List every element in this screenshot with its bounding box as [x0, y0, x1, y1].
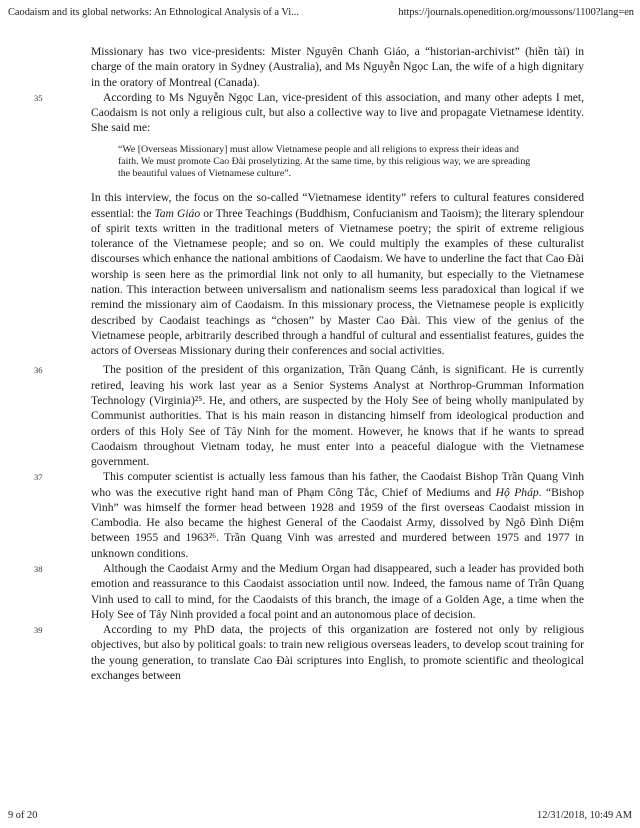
- italic-term: Hộ Pháp: [495, 485, 539, 499]
- page-footer-datetime: 12/31/2018, 10:49 AM: [537, 810, 632, 821]
- paragraph-text: Missionary has two vice-presidents: Mister Nguyên Chanh Giáo, a “historian-archivist” (hiền tài) in charge of the main oratory in Sydney (Australia), and Ms Nguyễn Ngọc Lan, the wife of a high dignitary in the oratory of Montreal (Canada).: [91, 45, 584, 89]
- paragraph-37: [34, 469, 584, 561]
- paragraph-text: or Three Teachings (Buddhism, Confucianism and Taoism); the literary splendour of spirit texts written in the traditional meters of Vietnamese poetry; the spirit of extreme religious tolerance of the Vietnamese people; and so on. We could multiply the examples of these culturalist discourses which enhance the national ambitions of Caodaism. We have to underline the fact that Cao Đài worship is seen here as the primordial link not only to all humanity, but especially to the Vietnamese nation. This interaction between universalism and nationalism seems less paradoxical than logical if we remind the missionary aim of Caodaism. In this missionary process, the Vietnamese people is explicitly described by Caodaist teachings as “chosen” by Master Cao Đài. This view of the genius of the Vietnamese people, arbitrarily described through a handful of cultural and essentialist features, guides the actors of Overseas Missionary during their conferences and social activities.: [91, 206, 584, 358]
- paragraph-text: According to Ms Nguyễn Ngọc Lan, vice-president of this association, and many other adepts I met, Caodaism is not only a religious cult, but also a collective way to live and propagate Vietnamese identity. She said me:: [91, 90, 584, 135]
- paragraph-interview: [91, 190, 584, 358]
- paragraph-number: 36: [34, 365, 43, 376]
- italic-term: Tam Giáo: [154, 206, 201, 220]
- paragraph-text: The position of the president of this organization, Trần Quang Cảnh, is significant. He is currently retired, leaving his work last year as a Senior Systems Analyst at Northrop-Grumman Information Technology (Virginia)²⁵. He, and others, are suspected by the Holy See of being wholly manipulated by Communist authorities. That is his main reason in distancing himself from ideological production and orders of this Holy See of Tây Ninh for the moment. However, he knows that if he wants to spread Caodaism throughout Vietnam today, he must enter into a peaceful dialogue with the Vietnamese government.: [91, 363, 584, 469]
- paragraph-number: 39: [34, 625, 43, 636]
- paragraph-text: . “Bishop Vinh” was himself the former head between 1928 and 1959 of the first overseas Caodaist mission in Cambodia. He also became the highest General of the Caodaist Army, dissolved by Ngô Đình Diệm between 1955 and 1963²⁶. Trần Quang Vinh was arrested and murdered between 1975 and 1977 in unknown conditions.: [91, 485, 584, 560]
- paragraph-text: Although the Caodaist Army and the Medium Organ had disappeared, such a leader has provided both emotion and reassurance to this Caodaist association until now. Indeed, the famous name of Trần Quang Vinh used to call to mind, for the Caodaists of this branch, the image of a Golden Age, a time when the Holy See of Tây Ninh provided a focal point and an autonomous place of decision.: [91, 562, 584, 621]
- paragraph-number: 35: [34, 92, 43, 103]
- page-header-title: Caodaism and its global networks: An Ethnological Analysis of a Vi...: [8, 7, 299, 18]
- paragraph-39: [34, 622, 584, 683]
- block-quote: “We [Overseas Missionary] must allow Vietnamese people and all religions to express their ideas and faith. We must promote Cao Đài proselytizing. At the same time, by this religious way, we are spreading the beautiful values of Vietnamese culture”.: [118, 143, 531, 180]
- page-footer-page-count: 9 of 20: [8, 810, 38, 821]
- paragraph-number: 37: [34, 472, 43, 483]
- paragraph-38: [34, 561, 584, 622]
- paragraph-text: This computer scientist is actually less famous than his father, the Caodaist Bishop Trần Quang Vinh who was the executive right hand man of Phạm Công Tắc, Chief of Mediums and: [91, 470, 584, 499]
- paragraph-continued: [91, 44, 584, 90]
- page-header-url[interactable]: https://journals.openedition.org/moussons/1100?lang=en: [398, 7, 634, 18]
- paragraph-number: 38: [34, 564, 43, 575]
- paragraph-text: In this interview, the focus on the so-called “Vietnamese identity” refers to cultural features considered essential: the: [91, 191, 584, 220]
- paragraph-text: According to my PhD data, the projects of this organization are fostered not only by religious objectives, but also by political goals: to train new religious overseas leaders, to develop scout training for the young generation, to translate Cao Đài scriptures into English, to promote scientific and theological exchanges between: [91, 623, 584, 683]
- article-body: [34, 44, 584, 683]
- paragraph-36: [34, 362, 584, 469]
- paragraph-35: [34, 90, 584, 136]
